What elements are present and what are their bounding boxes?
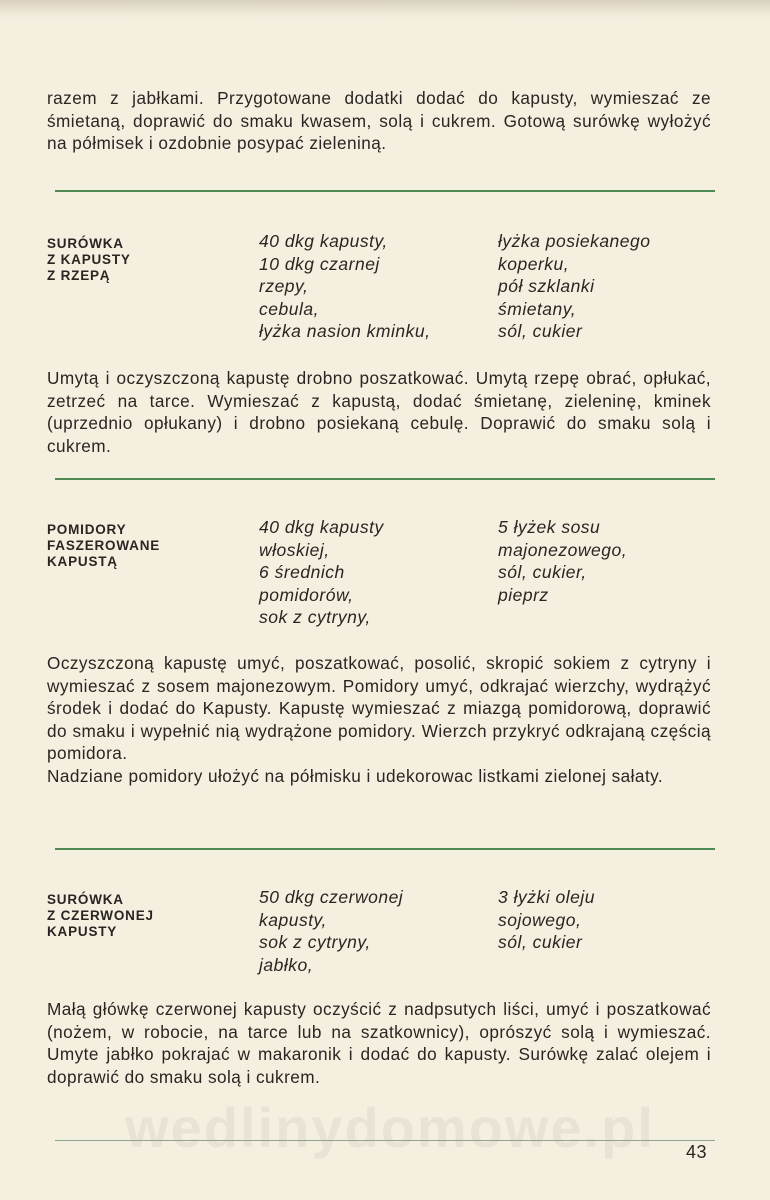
ingredient: sojowego, [498,909,582,930]
ingredient: rzepy, [259,276,309,296]
recipe-title-line: Z KAPUSTY [47,252,131,267]
ingredients-column-1 [259,886,489,976]
section-divider [55,848,715,850]
ingredients-column-2 [498,230,728,343]
ingredient: łyżka posiekanego [498,231,651,251]
ingredient: cebula, [259,298,319,319]
instructions-text: Umytą i oczyszczoną kapustę drobno poszatkować. Umytą rzepę obrać, opłukać, zetrzeć na tarce. Wymieszać z kapustą, dodać śmietanę, zieleninę, kminek (uprzednio opłukany) i drobno posiekaną cebulę. Doprawić do smaku solą i cukrem. [47,368,711,456]
ingredient: koperku, [498,253,570,274]
ingredient: pomidorów, [259,584,354,605]
ingredient: śmietany, [498,298,577,319]
recipe-title-line: KAPUSTĄ [47,554,118,569]
page-top-shadow [0,0,770,18]
recipe-title [47,236,237,284]
watermark: wedlinydomowe.pl [125,1096,655,1159]
recipe-title-line: Z CZERWONEJ [47,908,154,923]
ingredient: sól, cukier [498,321,583,341]
ingredient: sól, cukier [498,932,583,952]
section-divider [55,190,715,192]
ingredient: majonezowego, [498,539,628,560]
recipe-title-line: POMIDORY [47,522,127,537]
recipe-title-line: Z RZEPĄ [47,268,111,283]
recipe-instructions [47,652,711,787]
recipe-title-line: KAPUSTY [47,924,118,939]
ingredient: sok z cytryny, [259,607,371,627]
intro-paragraph [47,87,711,155]
ingredient: kapusty, [259,909,327,930]
ingredient: 10 dkg czarnej [259,253,380,274]
recipe-title-line: FASZEROWANE [47,538,161,553]
ingredient: 40 dkg kapusty [259,517,384,537]
recipe-instructions [47,998,711,1088]
recipe-title-line: SURÓWKA [47,236,124,251]
ingredients-column-2 [498,516,728,606]
ingredient: pieprz [498,584,549,605]
ingredient: 5 łyżek sosu [498,517,601,537]
recipe-instructions [47,367,711,457]
instructions-text: Małą główkę czerwonej kapusty oczyścić z nadpsutych liści, umyć i poszatkować (nożem, w robocie, na tarce lub na szatkownicy), oprószyć solą i wymieszać. Umyte jabłko pokrajać w makaronik i dodać do kapusty. Surówkę zalać olejem i doprawić do smaku solą i cukrem. [47,999,711,1087]
intro-paragraph-text: razem z jabłkami. Przygotowane dodatki dodać do kapusty, wymieszać ze śmietaną, doprawić do smaku kwasem, solą i cukrem. Gotową surówkę wyłożyć na półmisek i ozdobnie posypać zieleniną. [47,88,711,153]
ingredient: jabłko, [259,954,314,975]
ingredient: pół szklanki [498,276,595,296]
ingredients-column-1 [259,516,489,629]
ingredient: łyżka nasion kminku, [259,321,431,341]
recipe-title [47,892,237,940]
ingredients-column-1 [259,230,489,343]
recipe-title [47,522,237,570]
recipe-title-line: SURÓWKA [47,892,124,907]
instructions-text: Nadziane pomidory ułożyć na półmisku i udekorowac listkami zielonej sałaty. [47,765,664,786]
ingredient: 6 średnich [259,562,345,582]
ingredients-column-2 [498,886,728,954]
instructions-text: Oczyszczoną kapustę umyć, poszatkować, posolić, skropić sokiem z cytryny i wymieszać z sosem majonezowym. Pomidory umyć, odkrajać wierzchy, wydrążyć środek i dodać do Kapusty. Kapustę wymieszać z miazgą pomidorową, doprawić do smaku i wypełnić nią wydrążone pomidory. Wierzch przykryć odkrajaną częścią pomidora. [47,653,711,763]
section-divider [55,478,715,480]
ingredient: włoskiej, [259,539,330,560]
ingredient: 40 dkg kapusty, [259,231,388,251]
ingredient: sól, cukier, [498,562,587,582]
ingredient: sok z cytryny, [259,932,371,952]
ingredient: 3 łyżki oleju [498,887,595,907]
page-number: 43 [686,1142,708,1162]
ingredient: 50 dkg czerwonej [259,887,404,907]
